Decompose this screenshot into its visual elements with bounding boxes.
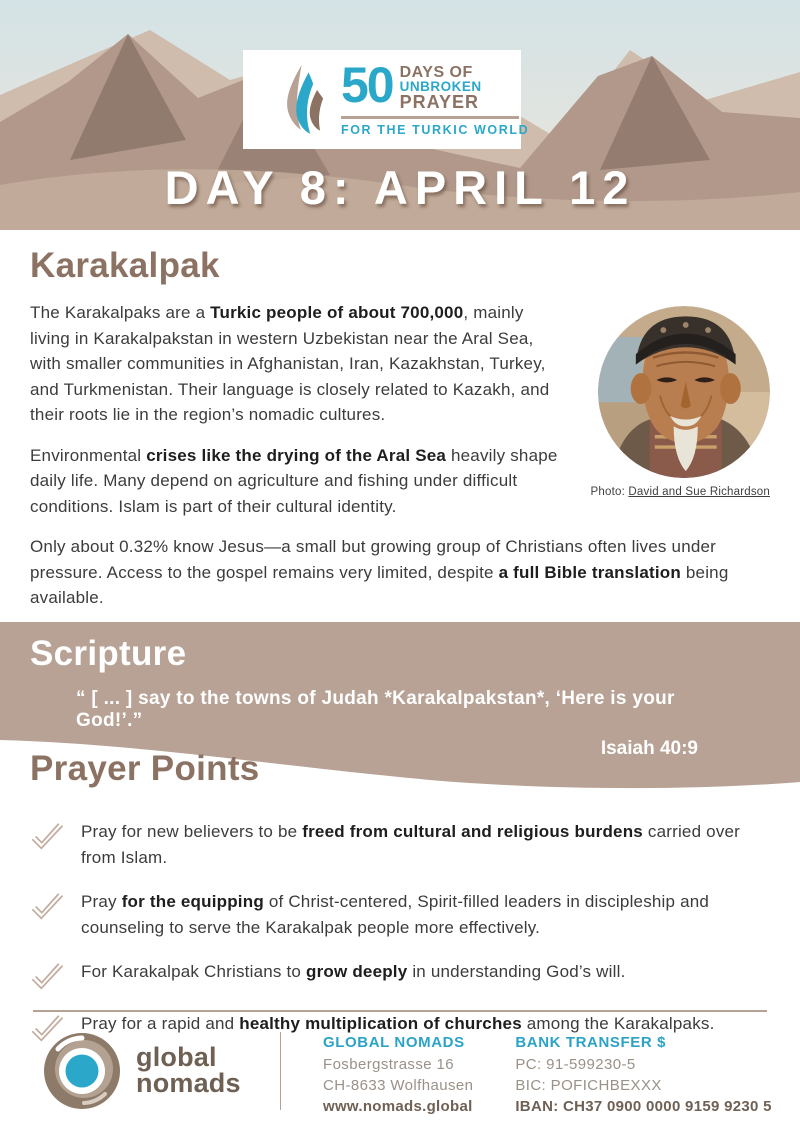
bank-bic: BIC: POFICHBEXXX — [515, 1077, 662, 1094]
check-icon — [30, 962, 64, 992]
check-icon — [30, 892, 64, 922]
prayer-points-title: Prayer Points — [30, 749, 260, 788]
org-heading: GLOBAL NOMADS — [323, 1034, 465, 1051]
flame-icon — [281, 61, 327, 139]
campaign-logo — [243, 50, 530, 149]
logo-divider — [341, 116, 519, 119]
logo-unbroken: UNBROKEN — [399, 78, 482, 94]
logo-days-of: DAYS OF — [399, 63, 473, 81]
people-group-title: Karakalpak — [30, 246, 220, 285]
bank-transfer-column — [473, 1026, 771, 1115]
logo-tagline: FOR THE TURKIC WORLD — [341, 122, 530, 137]
profile-paragraph-3: Only about 0.32% know Jesus—a small but growing group of Christians often lives under pressure. Access to the gospel remains very limited, despite a full Bible translation being available. — [30, 537, 729, 607]
org-website-link[interactable]: www.nomads.global — [323, 1098, 473, 1115]
people-group-section — [0, 230, 800, 622]
prayer-point — [30, 889, 770, 940]
prayer-point-text: Pray for the equipping of Christ-centered, Spirit-filled leaders in discipleship and counseling to serve the Karakalpak people more effectively. — [81, 892, 710, 937]
prayer-point-text: Pray for new believers to be freed from cultural and religious burdens carried over from Islam. — [81, 822, 741, 867]
bank-iban: IBAN: CH37 0900 0000 9159 9230 5 — [515, 1098, 772, 1115]
wordmark-line-2: nomads — [136, 1067, 241, 1098]
global-nomads-logo — [42, 1026, 280, 1115]
scripture-title: Scripture — [30, 634, 187, 673]
portrait-block — [582, 306, 770, 498]
wordmark-line-1: global — [136, 1041, 217, 1072]
global-nomads-swirl-icon — [42, 1031, 122, 1111]
photo-credit-link[interactable]: David and Sue Richardson — [628, 486, 770, 498]
bank-heading: BANK TRANSFER $ — [515, 1034, 667, 1051]
footer — [0, 1010, 800, 1132]
prayer-point — [30, 959, 770, 992]
scripture-quote: “ [ ... ] say to the towns of Judah *Karakalpakstan*, ‘Here is your God!’.” — [76, 688, 675, 731]
header-banner — [0, 0, 800, 230]
photo-credit-label: Photo: — [590, 486, 629, 498]
org-contact-column — [281, 1026, 473, 1115]
org-address-2: CH-8633 Wolfhausen — [323, 1077, 474, 1094]
prayer-point-text: Pray for a rapid and healthy multiplication of churches among the Karakalpaks. — [81, 1014, 715, 1033]
check-icon — [30, 822, 64, 852]
photo-credit — [582, 486, 770, 498]
bank-pc: PC: 91-599230-5 — [515, 1056, 636, 1073]
portrait-photo — [598, 306, 770, 478]
prayer-point-text: For Karakalpak Christians to grow deeply in understanding God’s will. — [81, 962, 626, 981]
logo-wordmark — [341, 56, 530, 137]
profile-paragraph-1: The Karakalpaks are a Turkic people of about 700,000, mainly living in Karakalpakstan in western Uzbekistan near the Aral Sea, with smaller communities in Afghanistan, Iran, Kazakhstan, Turkey, and Turkmenistan. Their language is closely related to Kazakh, and their roots lie in the region’s nomadic cultures. — [30, 303, 550, 424]
prayer-points-list — [0, 789, 800, 1044]
profile-paragraph-2: Environmental crises like the drying of the Aral Sea heavily shape daily life. Many depend on agriculture and fishing under difficult conditions. Islam is part of their cultural identity. — [30, 445, 558, 516]
logo-number: 50 — [341, 56, 393, 113]
scripture-reference: Isaiah 40:9 — [600, 738, 698, 759]
global-nomads-wordmark — [136, 1041, 241, 1098]
logo-prayer: PRAYER — [399, 91, 479, 112]
prayer-point — [30, 819, 770, 870]
day-title: DAY 8: APRIL 12 — [164, 161, 636, 214]
org-address-1: Fosbergstrasse 16 — [323, 1056, 455, 1073]
